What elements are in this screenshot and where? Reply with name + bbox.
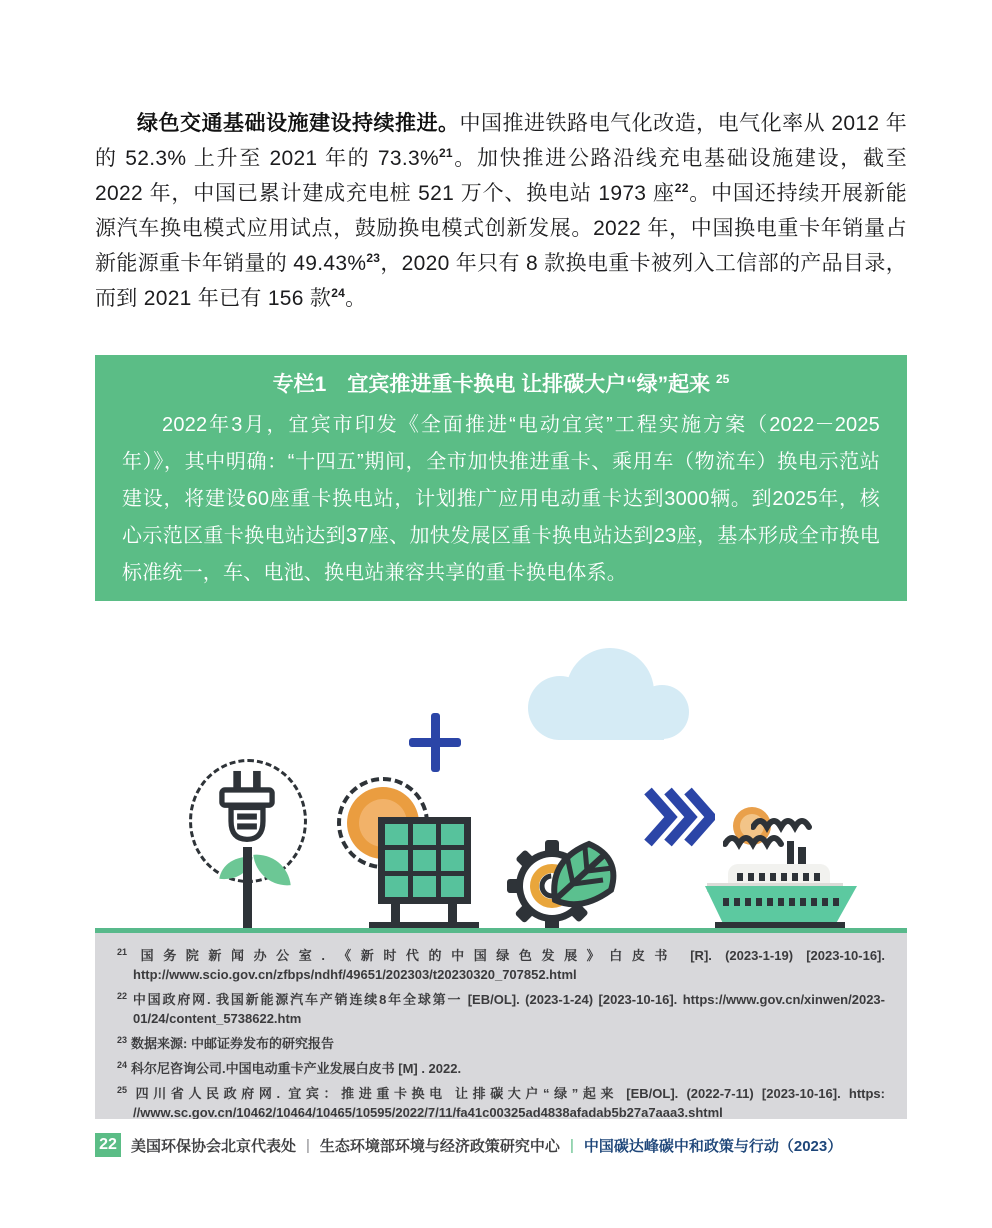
footnote-item [117, 1084, 885, 1119]
solar-panel-icon [378, 817, 471, 904]
footer-divider: | [306, 1136, 310, 1154]
paragraph-text: ，2020 年只有 8 款换电重卡被列入工信部的产品目录，而到 2021 年已有 156 款 [95, 252, 907, 310]
footnotes-box [95, 933, 907, 1119]
cloud-icon [510, 648, 700, 740]
footer-org-2: 生态环境部环境与经济政策研究中心 [319, 1137, 560, 1155]
ship-cabin-windows [737, 873, 821, 881]
footnote-text: 数据来源: 中邮证券发布的研究报告 [131, 1036, 334, 1051]
body-paragraph [95, 106, 907, 316]
footnote-text: 四川省人民政府网. 宜宾：推进重卡换电 让排碳大户“绿”起来 [EB/OL]. (2022-7-11) [2023-10-16]. https: //www.sc.gov.cn/10462/10464/10465/10595/2022/7/11/fa41c00325ad4838afadab5b27a7aaa3.shtml [131, 1086, 885, 1119]
gear-leaf-icon [503, 838, 625, 933]
fast-forward-icon [643, 786, 715, 848]
column-box-title [122, 370, 880, 400]
footnote-ref-25: 25 [716, 372, 730, 386]
footnote-ref-24: 24 [331, 286, 346, 300]
footnote-item [117, 990, 885, 1028]
footnote-item [117, 946, 885, 984]
footnote-item [117, 1034, 885, 1053]
plus-icon [431, 713, 440, 772]
paragraph-text: 。中国还持续开展新能源汽车换电模式应用试点，鼓励换电模式创新发展。2022 年，中国换电重卡年销量占新能源重卡年销量的 49.43% [95, 182, 907, 275]
smoke-wave-icon [723, 830, 785, 850]
column-box-body: 2022年3月，宜宾市印发《全面推进“电动宜宾”工程实施方案（2022－2025年）》，其中明确：“十四五”期间，全市加快推进重卡、乘用车（物流车）换电示范站建设，将建设60座重卡换电站，计划推广应用电动重卡达到3000辆。到2025年，核心示范区重卡换电站达到37座、加快发展区重卡换电站达到23座，基本形成全市换电标准统一，车、电池、换电站兼容共享的重卡换电体系。 [122, 414, 880, 584]
ship-icon [705, 886, 857, 924]
page-number-badge: 22 [95, 1133, 121, 1157]
footer-report-title: 中国碳达峰碳中和政策与行动（2023） [583, 1137, 843, 1155]
ship-hull-windows [723, 898, 841, 906]
footer-org-1: 美国环保协会北京代表处 [131, 1137, 297, 1155]
paragraph-lead: 绿色交通基础设施建设持续推进。 [137, 112, 460, 135]
footnote-number: 22 [117, 990, 128, 1001]
footnote-text: 中国政府网. 我国新能源汽车产销连续8年全球第一 [EB/OL]. (2023-1-24) [2023-10-16]. https://www.gov.cn/xinwen/2023-01/24/content_5738622.htm [131, 992, 885, 1026]
paragraph-text: 。 [345, 287, 367, 310]
footnote-item [117, 1059, 885, 1078]
paragraph-text: 。加快推进公路沿线充电基础设施建设，截至 2022 年，中国已累计建成充电桩 521 万个、换电站 1973 座 [95, 147, 907, 205]
column-box [95, 355, 907, 601]
footer-divider: | [569, 1136, 574, 1154]
column-box-title-text: 专栏1 宜宾推进重卡换电 让排碳大户“绿”起来 [272, 373, 716, 396]
plug-flower-icon [209, 769, 285, 855]
page-footer [95, 1132, 955, 1158]
footnote-number: 25 [117, 1084, 128, 1095]
solar-panel-leg [391, 904, 400, 924]
illustration [95, 601, 907, 933]
footnote-ref-22: 22 [674, 181, 689, 195]
footnote-ref-23: 23 [366, 251, 381, 265]
footnote-number: 24 [117, 1059, 128, 1070]
footnote-text: 国务院新闻办公室. 《新时代的中国绿色发展》白皮书 [R]. (2023-1-19) [2023-10-16]. http://www.scio.gov.cn/zfbps/ndhf/49651/202303/t20230320_707852.html [131, 948, 885, 982]
footnote-number: 23 [117, 1034, 128, 1045]
plug-stem [243, 847, 252, 933]
footnote-text: 科尔尼咨询公司.中国电动重卡产业发展白皮书 [M] . 2022. [131, 1061, 462, 1076]
paragraph-text: 中国推进铁路电气化改造，电气化率从 2012 年的 52.3% 上升至 2021 年的 73.3% [95, 112, 907, 170]
footnote-ref-21: 21 [438, 146, 453, 160]
solar-panel-leg [448, 904, 457, 924]
footnote-number: 21 [117, 946, 128, 957]
